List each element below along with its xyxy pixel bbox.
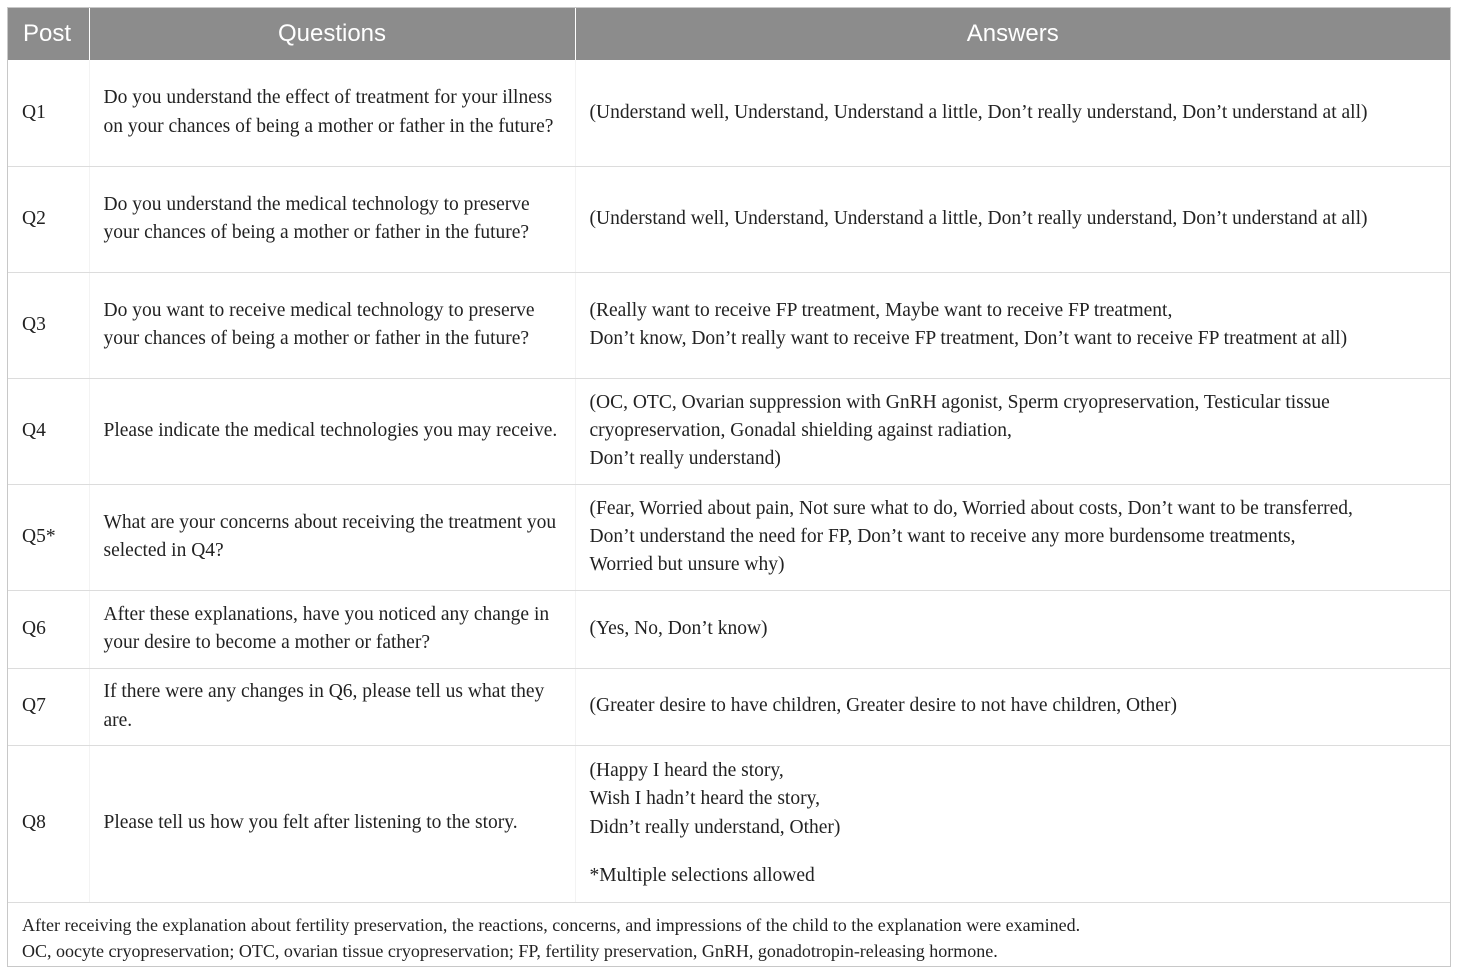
table-body: [8, 60, 1450, 902]
answer-cell: [575, 668, 1450, 745]
questionnaire-table: [8, 8, 1450, 903]
post-cell: Q8: [8, 745, 89, 902]
answer-line: (Understand well, Understand, Understand a little, Don’t really understand, Don’t understand at all): [589, 207, 1368, 229]
answer-cell: [575, 484, 1450, 590]
answer-line: Don’t know, Don’t really want to receive FP treatment, Don’t want to receive FP treatment at all): [589, 328, 1348, 349]
post-cell: Q7: [8, 668, 89, 745]
answer-cell: [575, 60, 1450, 166]
answer-cell: [575, 378, 1450, 484]
question-cell: What are your concerns about receiving the treatment you selected in Q4?: [89, 484, 575, 590]
post-cell: Q2: [8, 166, 89, 272]
header-row: [8, 8, 1450, 60]
post-cell: Q3: [8, 272, 89, 378]
answer-note: *Multiple selections allowed: [589, 864, 815, 886]
footnote-explanation: After receiving the explanation about fertility preservation, the reactions, concerns, and impressions of the child to the explanation were examined.: [22, 915, 1081, 935]
answer-line: (Yes, No, Don’t know): [589, 617, 768, 639]
answer-cell: [575, 272, 1450, 378]
post-cell: Q6: [8, 590, 89, 668]
question-cell: If there were any changes in Q6, please tell us what they are.: [89, 668, 575, 745]
answer-line: (Happy I heard the story,: [589, 759, 784, 781]
question-cell: Do you want to receive medical technology to preserve your chances of being a mother or father in the future?: [89, 272, 575, 378]
table-row: [8, 668, 1450, 745]
answer-line: (OC, OTC, Ovarian suppression with GnRH agonist, Sperm cryopreservation, Testicular tissue cryopreservation, Gonadal shielding against radiation,: [589, 391, 1330, 441]
answer-line: (Greater desire to have children, Greater desire to not have children, Other): [589, 695, 1177, 717]
answer-line: (Really want to receive FP treatment, Maybe want to receive FP treatment,: [589, 299, 1173, 321]
table-row: [8, 272, 1450, 378]
answer-line: Wish I hadn’t heard the story,: [589, 788, 820, 810]
table-row: [8, 745, 1450, 902]
header-questions: Questions: [89, 8, 575, 60]
table-row: [8, 590, 1450, 668]
answer-cell: [575, 166, 1450, 272]
table-row: [8, 484, 1450, 590]
header-answers: Answers: [966, 20, 1059, 47]
question-cell: After these explanations, have you noticed any change in your desire to become a mother or father?: [89, 590, 575, 668]
question-cell: Please tell us how you felt after listening to the story.: [89, 745, 575, 902]
answer-line: Don’t understand the need for FP, Don’t want to receive any more burdensome treatments,: [589, 525, 1296, 547]
answer-line: (Understand well, Understand, Understand a little, Don’t really understand, Don’t understand at all): [589, 101, 1368, 123]
table-row: [8, 166, 1450, 272]
answer-line: (Fear, Worried about pain, Not sure what to do, Worried about costs, Don’t want to be transferred,: [589, 497, 1353, 519]
header-post: Post: [8, 8, 89, 60]
answer-cell: [575, 745, 1450, 902]
question-cell: Please indicate the medical technologies you may receive.: [89, 378, 575, 484]
answer-line: Didn’t really understand, Other): [589, 816, 841, 838]
answer-line: Don’t really understand): [589, 448, 781, 470]
table-row: [8, 60, 1450, 166]
answer-line: Worried but unsure why): [589, 554, 785, 576]
post-cell: Q1: [8, 60, 89, 166]
answer-cell: [575, 590, 1450, 668]
table-row: [8, 378, 1450, 484]
post-cell: Q5*: [8, 484, 89, 590]
post-cell: Q4: [8, 378, 89, 484]
table-footnotes: [22, 912, 1442, 964]
table-container: [7, 7, 1451, 967]
footnote-abbreviations: OC, oocyte cryopreservation; OTC, ovarian tissue cryopreservation; FP, fertility preservation, GnRH, gonadotropin-releasing hormone.: [22, 941, 998, 961]
question-cell: Do you understand the effect of treatment for your illness on your chances of being a mother or father in the future?: [89, 60, 575, 166]
table-header: [8, 8, 1450, 60]
question-cell: Do you understand the medical technology to preserve your chances of being a mother or father in the future?: [89, 166, 575, 272]
